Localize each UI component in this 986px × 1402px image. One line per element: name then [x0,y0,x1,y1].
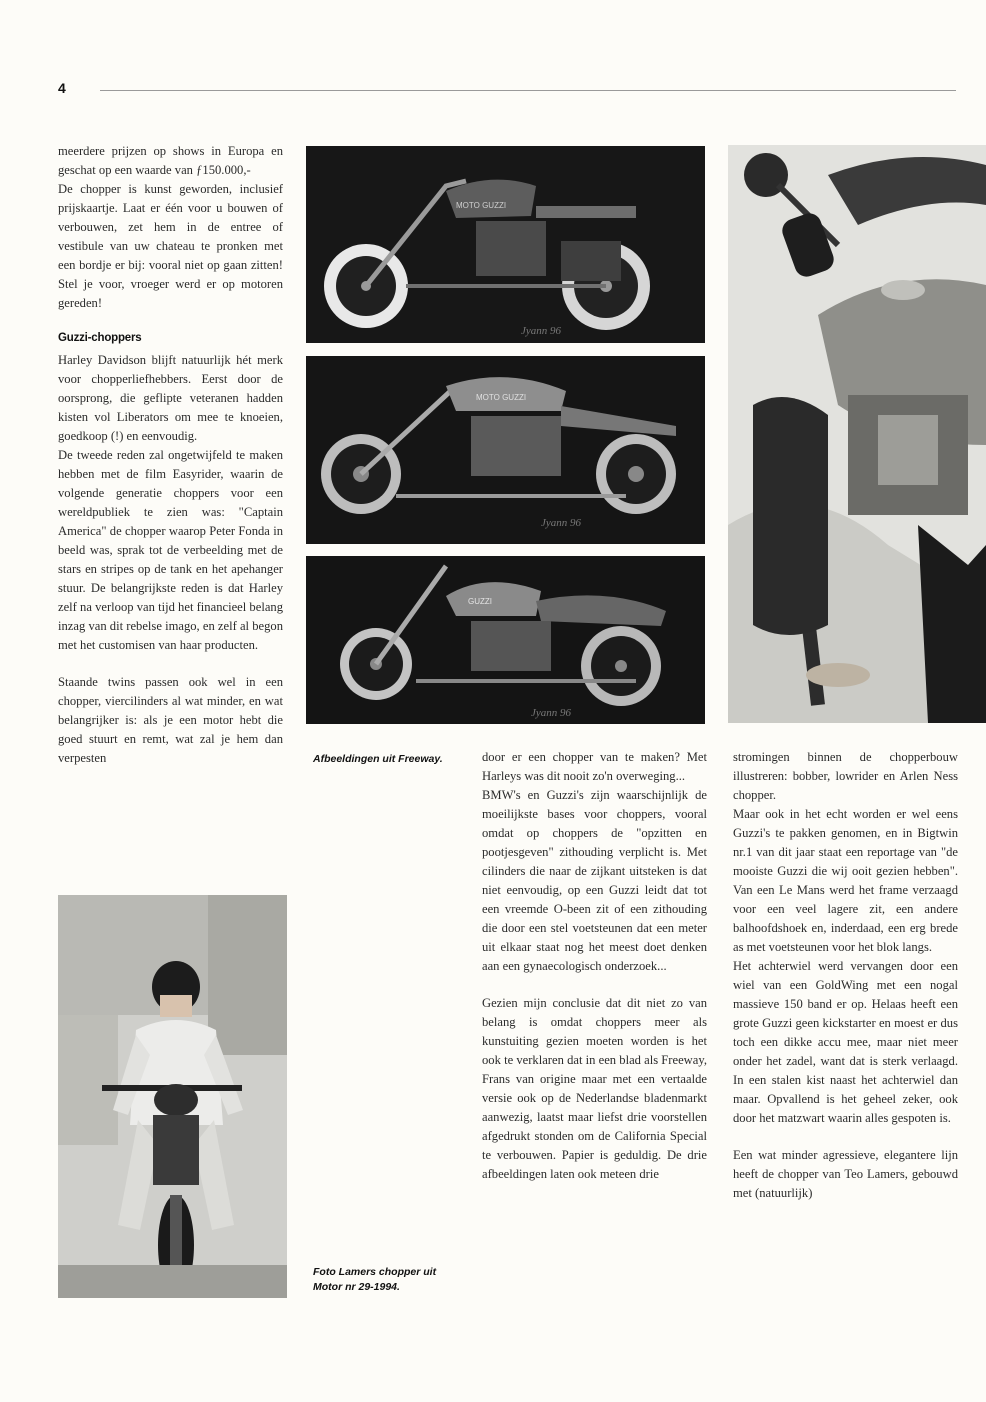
col3-paragraph-2: BMW's en Guzzi's zijn waarschijnlijk de moeilijkste bases voor choppers, vooral omdat op choppers de "opzitten en pootjesgeven" zithouding verplicht is. Met cilinders die naar de zijkant uitsteken is dat niet eenvoudig, op een Guzzi leidt dat tot een vreemde O-been zit of een zithouding die door een stel voetsteunen dat een meter uit elkaar staat nog het meest doet denken aan een gynaecologisch onderzoek... [482,788,707,973]
col4-paragraph-3: Het achterwiel werd vervangen door een wiel van een GoldWing met een nogal massieve 150 band er op. Helaas heeft een grote Guzzi geen kickstarter en moest er dus toch een dikke accu mee, maar niet meer onder het zadel, want dat is sterk verlaagd. In een stalen kist naast het achterwiel dan maar. Opvallend is het geheel zeker, ook door het matzwart waarin alles gespoten is. [733,959,958,1125]
bike1-signature: Jyann 96 [521,325,562,337]
chopper-closeup-photo [728,145,986,723]
section-heading: Guzzi-choppers [58,332,142,344]
col4-paragraph-2: Maar ook in het echt worden er wel eens Guzzi's te pakken genomen, en in Bigtwin nr.1 van dit jaar staat een reportage van "de mooiste Guzzi die wij ooit gezien hebben". Van een Le Mans werd het frame verzaagd voor een veel lagere zit, een andere balhoofdshoek en, inderdaad, een erg brede as met voetsteunen voor het blok langs. [733,807,958,954]
column-1 [58,142,283,768]
bike2-signature: Jyann 96 [541,517,582,529]
page-number: 4 [58,80,66,96]
bike3-signature: Jyann 96 [531,707,572,719]
col4-paragraph-1: stromingen binnen de chopperbouw illustreren: bobber, lowrider en Arlen Ness chopper. [733,750,958,802]
column-4 [733,748,958,1203]
bike-illustration-lowrider [306,356,705,544]
bike1-tank-label: MOTO GUZZI [456,201,507,210]
bike2-tank-label: MOTO GUZZI [476,393,527,402]
col1-paragraph-5: Staande twins passen ook wel in een chopper, viercilinders al wat minder, en wat belangrijker is: als je een motor hebt die goed stuurt en remt, wat zal je hem dan verpesten [58,675,283,765]
bike-illustration-arlen-ness [306,556,705,724]
column-3 [482,748,707,1184]
caption-lamers [313,1265,483,1295]
bike-illustration-bobber [306,146,705,343]
col4-paragraph-4: Een wat minder agressieve, elegantere lijn heeft de chopper van Teo Lamers, gebouwd met (natuurlijk) [733,1148,958,1200]
caption-freeway: Afbeeldingen uit Freeway. [313,753,443,765]
bike3-tank-label: GUZZI [468,597,492,606]
col1-paragraph-3: Harley Davidson blijft natuurlijk hét merk voor chopperliefhebbers. Eerst door de oorsprong, die geflipte veteranen hadden kisten vol Liberators om mee te knoeien, goedkoop (!) en eenvoudig. [58,353,283,443]
col1-paragraph-2: De chopper is kunst geworden, inclusief prijskaartje. Laat er één voor u bouwen of verbouwen, zet hem in de entree of vestibule van uw chateau te pronken met een bordje er bij: vooral niet op gaan zitten! Stel je voor, vroeger werd er op motoren gereden! [58,182,283,310]
header-rule [100,90,956,91]
col1-paragraph-1: meerdere prijzen op shows in Europa en geschat op een waarde van ƒ150.000,- [58,144,283,177]
rider-photo [58,895,287,1298]
col3-paragraph-1: door er een chopper van te maken? Met Harleys was dit nooit zo'n overweging... [482,750,707,783]
caption-lamers-line-1: Foto Lamers chopper uit [313,1266,437,1278]
col1-paragraph-4: De tweede reden zal ongetwijfeld te maken hebben met de film Easyrider, waarin de volgende generatie choppers voor een wereldpubliek te zien was: "Captain America" de chopper waarop Peter Fonda in beeld was, sprak tot de verbeelding met de stars en stripes op de tank en het apehanger stuur. De belangrijkste reden is dat Harley zelf na verloop van tijd het financieel belang inzag van dit rebelse imago, en zelf al begon met het customisen van haar producten. [58,448,283,652]
caption-lamers-line-2: Motor nr 29-1994. [313,1281,400,1293]
col3-paragraph-3: Gezien mijn conclusie dat dit niet zo van belang is omdat choppers meer als kunstuiting gezien moeten worden is het ook te verklaren dat in een blad als Freeway, Frans van origine maar met een vertaalde versie ook op de Nederlandse bladenmarkt aanwezig, laatst maar liefst drie voorstellen afgedrukt stonden om de California Special te verbouwen. Papier is geduldig. De drie afbeeldingen laten ook meteen drie [482,996,707,1181]
